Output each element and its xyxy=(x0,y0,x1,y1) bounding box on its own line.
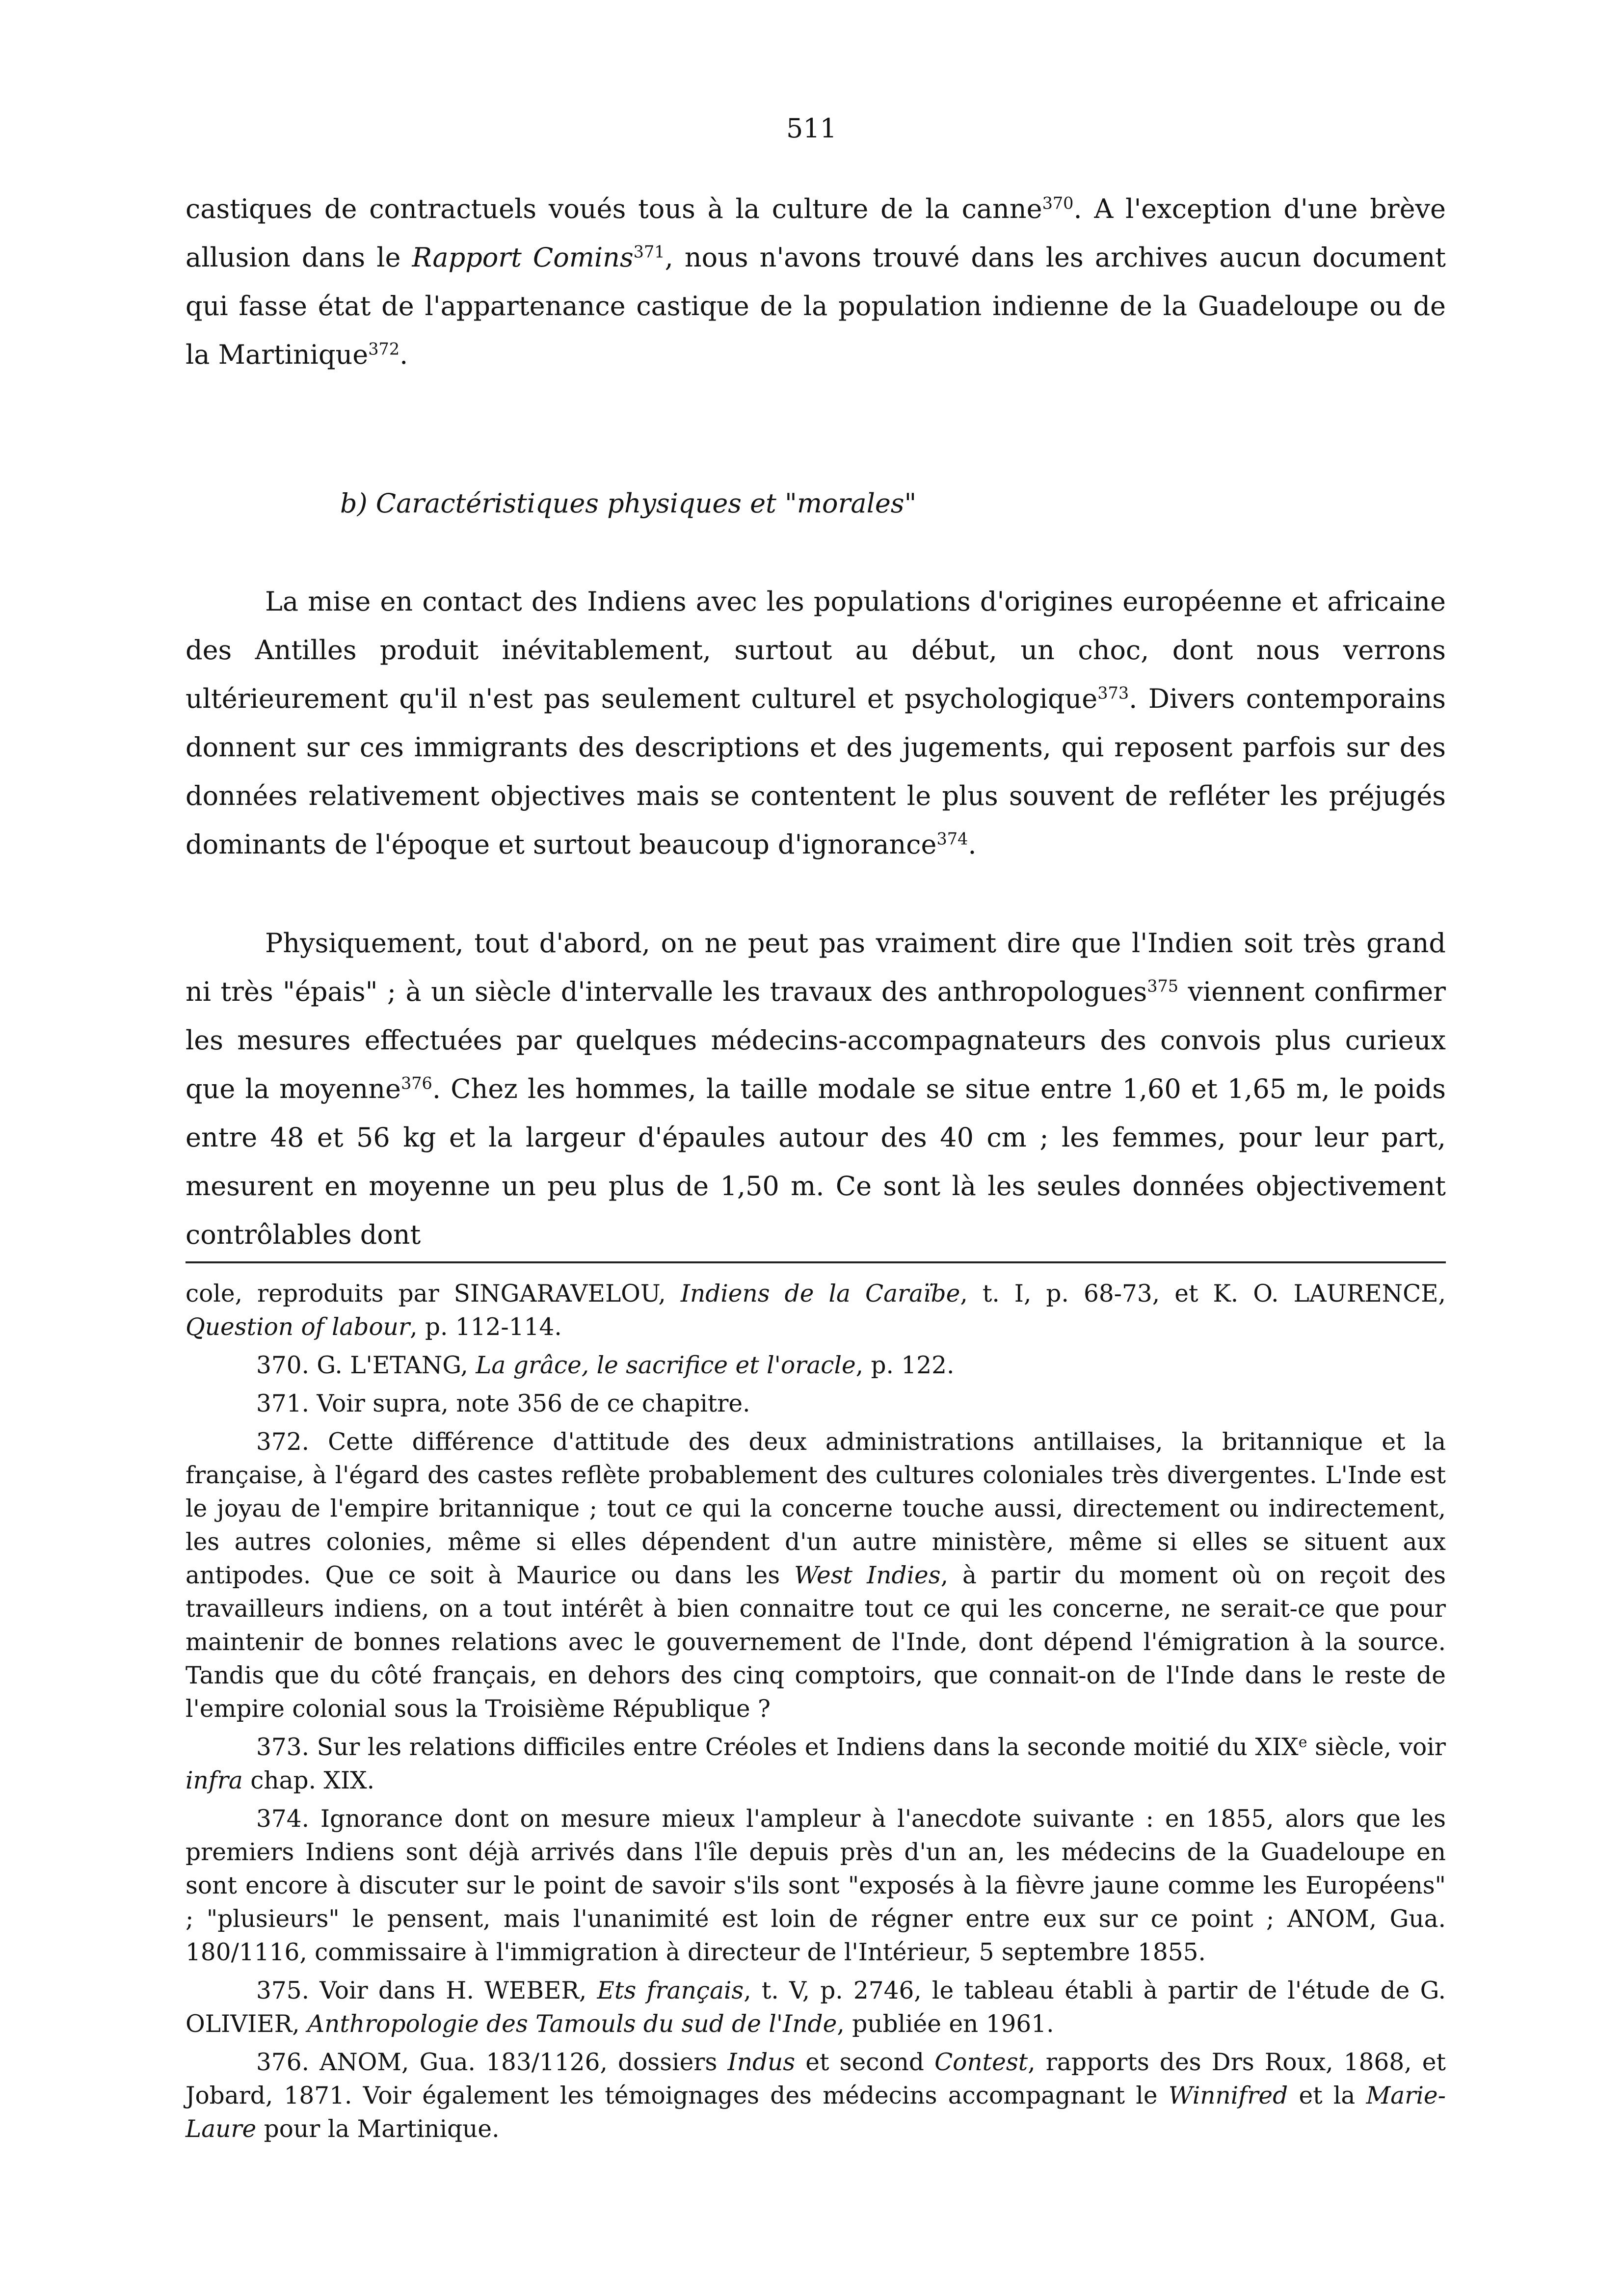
footnote-ref-372[interactable]: 372 xyxy=(368,339,400,359)
footnote-372: 372. Cette différence d'attitude des deux administrations antillaises, la britannique et la française, à l'égard des castes reflète probablement des cultures coloniales très divergentes. L'Inde est le joyau de l'empire britannique ; tout ce qui la concerne touche aussi, directement ou indirectement, les autres colonies, même si elles dépendent d'un autre ministère, même si elles se situent aux antipodes. Que ce soit à Maurice ou dans les West Indies, à partir du moment où on reçoit des travailleurs indiens, on a tout intérêt à bien connaitre tout ce qui les concerne, ne serait-ce que pour maintenir de bonnes relations avec le gouvernement de l'Inde, dont dépend l'émigration à la source. Tandis que du côté français, en dehors des cinq comptoirs, que connait-on de l'Inde dans le reste de l'empire colonial sous la Troisième République ? xyxy=(186,1428,1446,1723)
footnote-375: 375. Voir dans H. WEBER, Ets français, t. V, p. 2746, le tableau établi à partir de l'étude de G. OLIVIER, Anthropologie des Tamouls du sud de l'Inde, publiée en 1961. xyxy=(186,1977,1446,2038)
footnote-ref-373[interactable]: 373 xyxy=(1097,683,1129,703)
footnote-ref-371[interactable]: 371 xyxy=(633,242,665,262)
footnote-ref-370[interactable]: 370 xyxy=(1042,193,1074,213)
footnote-373: 373. Sur les relations difficiles entre Créoles et Indiens dans la seconde moitié du XIXe siècle, voir infra chap. XIX. xyxy=(186,1734,1446,1794)
footnotes xyxy=(186,1277,1446,2151)
footnote-ref-376[interactable]: 376 xyxy=(400,1073,432,1093)
footnote-ref-374[interactable]: 374 xyxy=(936,829,968,849)
section-heading: b) Caractéristiques physiques et "morales" xyxy=(340,488,917,519)
page-number: 511 xyxy=(786,113,837,144)
footnote-374: 374. Ignorance dont on mesure mieux l'ampleur à l'anecdote suivante : en 1855, alors que les premiers Indiens sont déjà arrivés dans l'île depuis près d'un an, les médecins de la Guadeloupe en sont encore à discuter sur le point de savoir s'ils sont "exposés à la fièvre jaune comme les Européens" ; "plusieurs" le pensent, mais l'unanimité est loin de régner entre eux sur ce point ; ANOM, Gua. 180/1116, commissaire à l'immigration à directeur de l'Intérieur, 5 septembre 1855. xyxy=(186,1805,1446,1966)
paragraph-contact: La mise en contact des Indiens avec les populations d'origines européenne et africaine des Antilles produit inévitablement, surtout au début, un choc, dont nous verrons ultérieurement qu'il n'est pas seulement culturel et psychologique$^{373}$. Divers contemporains donnent sur ces immigrants des descriptions et des jugements, qui reposent parfois sur des données relativement objectives mais se contentent le plus souvent de refléter les préjugés dominants de l'époque et surtout beaucoup d'ignorance$^{374}$. xyxy=(186,586,1446,860)
footnote-continuation: cole, reproduits par SINGARAVELOU, Indiens de la Caraïbe, t. I, p. 68-73, et K. O. LAURENCE, Question of labour, p. 112-114. xyxy=(186,1280,1446,1341)
footnote-ref-375[interactable]: 375 xyxy=(1147,976,1179,996)
footnote-371: 371. Voir supra, note 356 de ce chapitre. xyxy=(256,1390,750,1417)
paragraph-castes: castiques de contractuels voués tous à la culture de la canne$^{370}$. A l'exception d'une brève allusion dans le Rapport Comins$^{371}$, nous n'avons trouvé dans les archives aucun document qui fasse état de l'appartenance castique de la population indienne de la Guadeloupe ou de la Martinique$^{372}$. xyxy=(186,193,1446,370)
paragraph-physique: Physiquement, tout d'abord, on ne peut pas vraiment dire que l'Indien soit très grand ni très "épais" ; à un siècle d'intervalle les travaux des anthropologues$^{375}$ viennent confirmer les mesures effectuées par quelques médecins-accompagnateurs des convois plus curieux que la moyenne$^{376}$. Chez les hommes, la taille modale se situe entre 1,60 et 1,65 m, le poids entre 48 et 56 kg et la largeur d'épaules autour des 40 cm ; les femmes, pour leur part, mesurent en moyenne un peu plus de 1,50 m. Ce sont là les seules données objectivement contrôlables dont xyxy=(186,928,1446,1250)
footnote-376: 376. ANOM, Gua. 183/1126, dossiers Indus et second Contest, rapports des Drs Roux, 1868, et Jobard, 1871. Voir également les témoignages des médecins accompagnant le Winnifred et la Marie-Laure pour la Martinique. xyxy=(186,2049,1446,2143)
footnote-370: 370. G. L'ETANG, La grâce, le sacrifice et l'oracle, p. 122. xyxy=(256,1352,955,1379)
footnote-separator xyxy=(186,1261,1446,1263)
